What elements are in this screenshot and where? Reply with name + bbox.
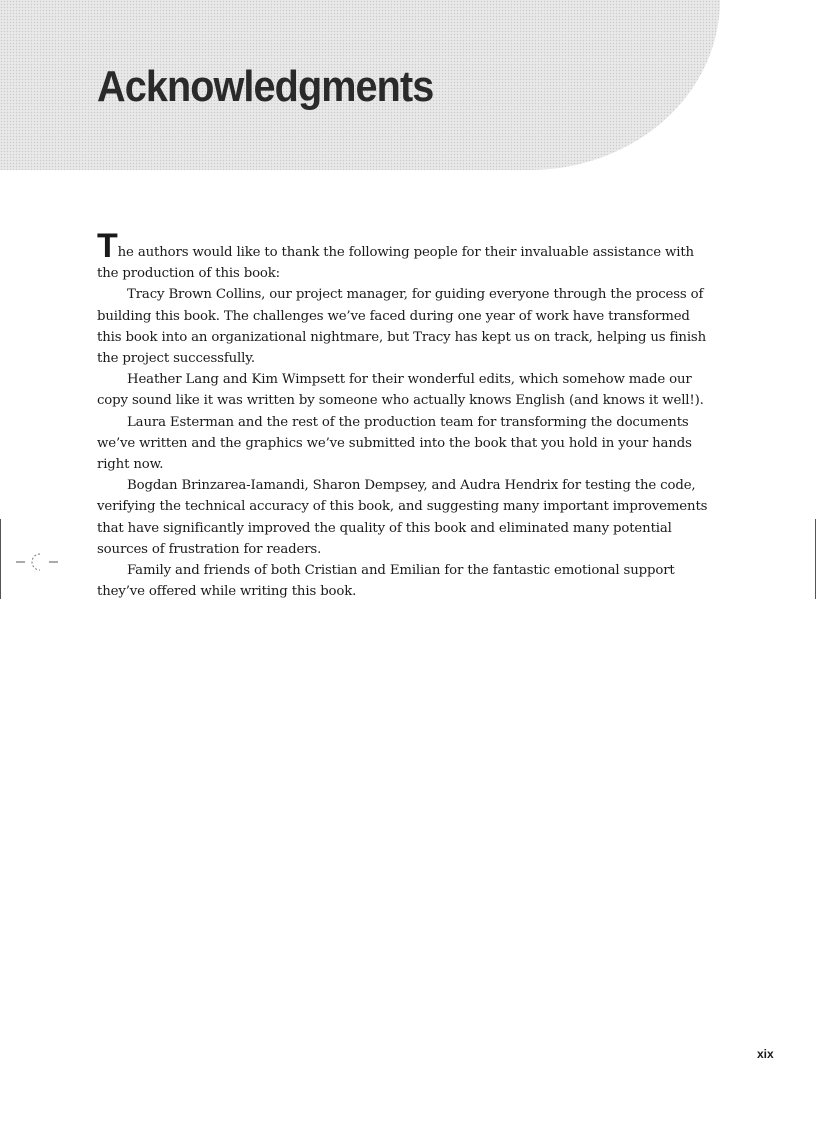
paragraph-family-friends: Family and friends of both Cristian and Emilian for the fantastic emotional support they’ve offered while writing this book. — [97, 563, 675, 600]
paragraph-production-team: Laura Esterman and the rest of the production team for transforming the documents we’ve written and the graphics we’ve submitted into the book that you hold in your hands right now. — [97, 414, 692, 473]
left-margin-crop-mark — [0, 519, 1, 599]
acknowledgments-body — [97, 227, 717, 602]
paragraph-project-manager: Tracy Brown Collins, our project manager, for guiding everyone through the process of building this book. The challenges we’ve faced during one year of work have transformed this book into an organizational nightmare, but Tracy has kept us on track, helping us finish the project successfully. — [97, 287, 707, 367]
page-number: xix — [757, 1047, 774, 1061]
paragraph-editors: Heather Lang and Kim Wimpsett for their wonderful edits, which somehow made our copy sound like it was written by someone who actually knows English (and knows it well!). — [97, 372, 704, 409]
drop-cap: T — [97, 227, 118, 265]
lead-paragraph-text: he authors would like to thank the following people for their invaluable assistance with the production of this book: — [97, 245, 694, 282]
lead-paragraph — [97, 227, 717, 284]
chapter-title: Acknowledgments — [97, 62, 434, 111]
paragraph-technical-reviewers: Bogdan Brinzarea-Iamandi, Sharon Dempsey, and Audra Hendrix for testing the code, verifying the technical accuracy of this book, and suggesting many important improvements that have significantly improved the quality of this book and eliminated many potential sources of frustration for readers. — [97, 478, 708, 557]
registration-mark-icon — [16, 547, 64, 577]
